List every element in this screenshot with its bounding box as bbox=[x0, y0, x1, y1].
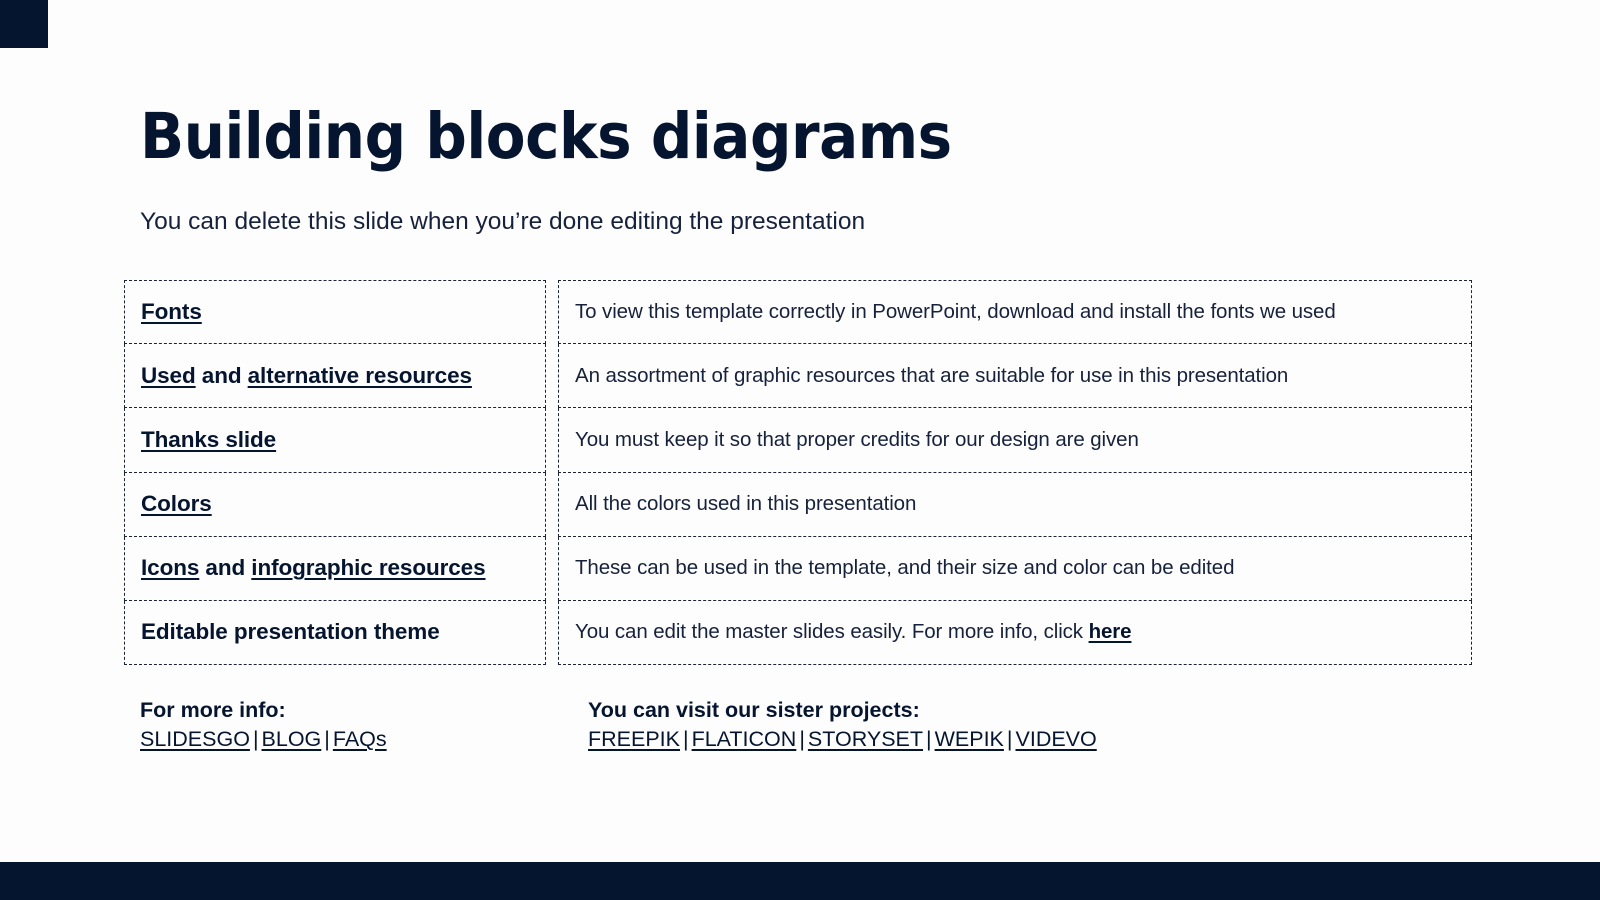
footer-link-separator: | bbox=[252, 727, 259, 751]
footer-link-separator: | bbox=[683, 727, 689, 751]
table-cell-description bbox=[558, 344, 1472, 408]
info-table bbox=[124, 280, 1472, 665]
term-label[interactable] bbox=[141, 427, 276, 453]
term-text: and bbox=[195, 362, 248, 388]
term-link[interactable]: Thanks slide bbox=[141, 426, 277, 452]
description-text bbox=[575, 364, 1288, 388]
description-text bbox=[575, 620, 1131, 644]
description-text bbox=[575, 300, 1336, 324]
term-text: Editable presentation theme bbox=[141, 619, 440, 645]
footer-link[interactable]: FREEPIK bbox=[588, 727, 680, 751]
table-cell-term bbox=[124, 601, 546, 665]
description-body: To view this template correctly in PowerPoint, download and install the fonts we used bbox=[575, 300, 1336, 324]
footer-link[interactable]: SLIDESGO bbox=[140, 727, 250, 751]
footer-link[interactable]: STORYSET bbox=[807, 727, 924, 751]
footer-link[interactable]: FLATICON bbox=[691, 727, 797, 751]
term-link[interactable]: infographic resources bbox=[251, 555, 486, 581]
table-cell-description bbox=[558, 537, 1472, 601]
table-cell-description bbox=[558, 601, 1472, 665]
footer-column bbox=[140, 697, 588, 753]
footer-column bbox=[588, 697, 1480, 753]
table-row bbox=[124, 537, 1472, 601]
term-link[interactable]: Icons bbox=[141, 555, 200, 581]
footer-link-separator: | bbox=[926, 727, 932, 751]
table-cell-term bbox=[124, 473, 546, 537]
description-text bbox=[575, 428, 1139, 452]
table-cell-description bbox=[558, 473, 1472, 537]
term-label[interactable] bbox=[141, 299, 202, 325]
description-body: You must keep it so that proper credits for our design are given bbox=[575, 427, 1139, 451]
table-cell-term bbox=[124, 537, 546, 601]
page-title: Building blocks diagrams bbox=[140, 100, 952, 173]
footer-link-separator: | bbox=[1006, 727, 1013, 751]
description-body: An assortment of graphic resources that are suitable for use in this presentation bbox=[575, 363, 1289, 387]
table-row bbox=[124, 473, 1472, 537]
table-row bbox=[124, 344, 1472, 408]
term-label bbox=[141, 619, 440, 645]
description-body: All the colors used in this presentation bbox=[575, 492, 917, 516]
term-text: and bbox=[199, 555, 252, 581]
table-cell-term bbox=[124, 280, 546, 344]
table-cell-description bbox=[558, 280, 1472, 344]
table-cell-term bbox=[124, 408, 546, 472]
description-text bbox=[575, 556, 1234, 580]
footer-link[interactable]: WEPIK bbox=[934, 727, 1004, 751]
footer-link[interactable]: FAQs bbox=[332, 727, 387, 751]
table-row bbox=[124, 601, 1472, 665]
table-row bbox=[124, 408, 1472, 472]
term-link[interactable]: Used bbox=[141, 362, 196, 388]
footer-link[interactable]: VIDEVO bbox=[1015, 727, 1097, 751]
footer-link-separator: | bbox=[324, 727, 330, 751]
footer-heading: For more info: bbox=[140, 698, 286, 722]
term-label[interactable] bbox=[141, 491, 212, 517]
table-cell-term bbox=[124, 344, 546, 408]
page-subtitle: You can delete this slide when you’re done editing the presentation bbox=[140, 208, 866, 235]
description-link[interactable]: here bbox=[1088, 620, 1132, 644]
table-row bbox=[124, 280, 1472, 344]
table-cell-description bbox=[558, 408, 1472, 472]
description-body: You can edit the master slides easily. For more info, click bbox=[575, 620, 1089, 644]
footer-link-list bbox=[140, 726, 588, 753]
description-text bbox=[575, 492, 916, 516]
corner-accent-square bbox=[0, 0, 48, 48]
term-link[interactable]: Fonts bbox=[141, 299, 202, 325]
term-label[interactable] bbox=[141, 555, 486, 581]
bottom-accent-bar bbox=[0, 862, 1600, 900]
footer bbox=[140, 697, 1480, 753]
footer-link[interactable]: BLOG bbox=[261, 727, 322, 751]
description-body: These can be used in the template, and their size and color can be edited bbox=[575, 556, 1235, 580]
footer-link-separator: | bbox=[799, 727, 805, 751]
footer-heading: You can visit our sister projects: bbox=[588, 698, 920, 722]
footer-link-list bbox=[588, 726, 1480, 753]
term-label[interactable] bbox=[141, 363, 472, 389]
term-link[interactable]: Colors bbox=[141, 491, 212, 517]
term-link[interactable]: alternative resources bbox=[247, 362, 472, 388]
